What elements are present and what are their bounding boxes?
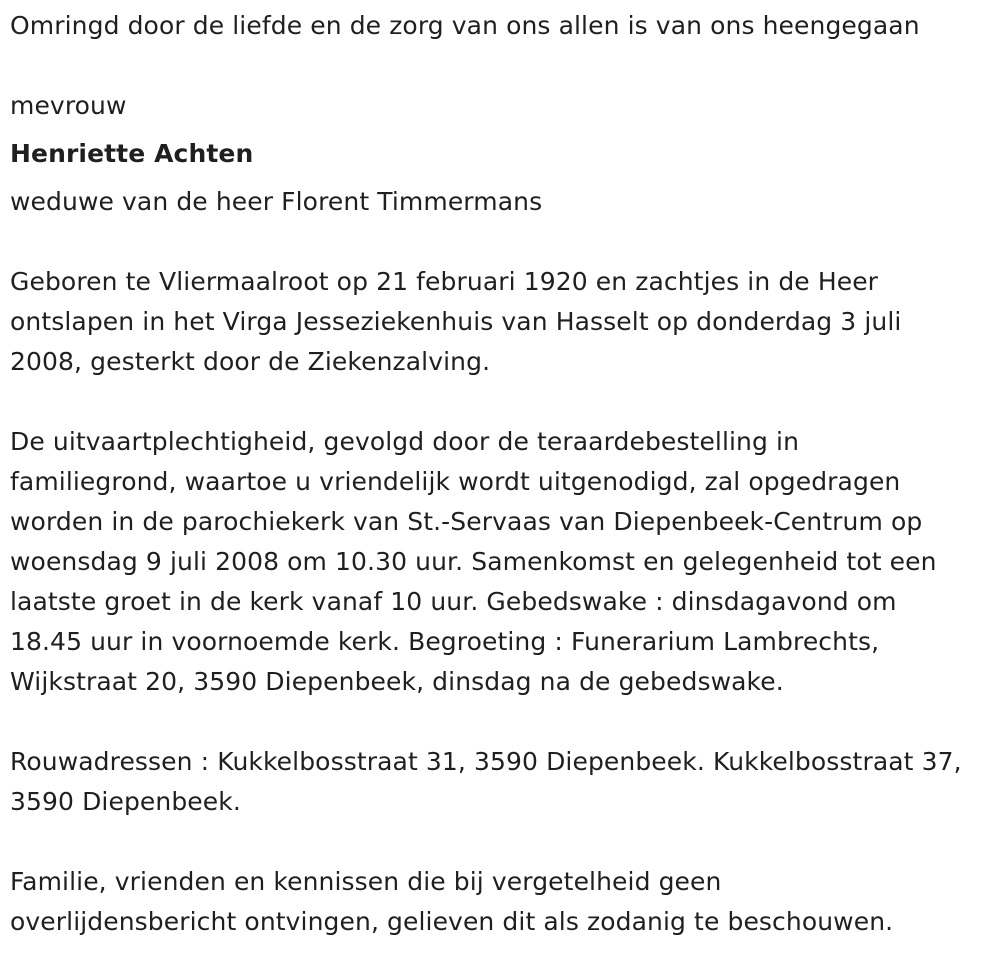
paragraph-line: woensdag 9 juli 2008 om 10.30 uur. Samenkomst en gelegenheid tot een	[10, 547, 937, 576]
birth-death-paragraph	[10, 262, 901, 382]
paragraph-line: 2008, gesterkt door de Ziekenzalving.	[10, 347, 491, 376]
paragraph-line: laatste groet in de kerk vanaf 10 uur. Gebedswake : dinsdagavond om	[10, 587, 897, 616]
paragraph-line: overlijdensbericht ontvingen, gelieven dit als zodanig te beschouwen.	[10, 907, 894, 936]
paragraph-line: Wijkstraat 20, 3590 Diepenbeek, dinsdag na de gebedswake.	[10, 667, 784, 696]
paragraph-line: 3590 Diepenbeek.	[10, 787, 241, 816]
paragraph-line: 18.45 uur in voornoemde kerk. Begroeting : Funerarium Lambrechts,	[10, 627, 880, 656]
deceased-name: Henriette Achten	[10, 139, 254, 168]
paragraph-line: ontslapen in het Virga Jesseziekenhuis van Hasselt op donderdag 3 juli	[10, 307, 902, 336]
intro-text: Omringd door de liefde en de zorg van ons allen is van ons heengegaan	[10, 11, 920, 40]
family-notice-paragraph	[10, 862, 893, 942]
paragraph-line: familiegrond, waartoe u vriendelijk wordt uitgenodigd, zal opgedragen	[10, 467, 901, 496]
relation-text: weduwe van de heer Florent Timmermans	[10, 187, 543, 216]
paragraph-line: De uitvaartplechtigheid, gevolgd door de teraardebestelling in	[10, 427, 800, 456]
paragraph-line: Familie, vrienden en kennissen die bij vergetelheid geen	[10, 867, 722, 896]
paragraph-line: Rouwadressen : Kukkelbosstraat 31, 3590 Diepenbeek. Kukkelbosstraat 37,	[10, 747, 962, 776]
mourning-address-paragraph	[10, 742, 962, 822]
paragraph-line: Geboren te Vliermaalroot op 21 februari 1920 en zachtjes in de Heer	[10, 267, 879, 296]
funeral-paragraph	[10, 422, 937, 702]
title-text: mevrouw	[10, 91, 127, 120]
paragraph-line: worden in de parochiekerk van St.-Servaas van Diepenbeek-Centrum op	[10, 507, 923, 536]
